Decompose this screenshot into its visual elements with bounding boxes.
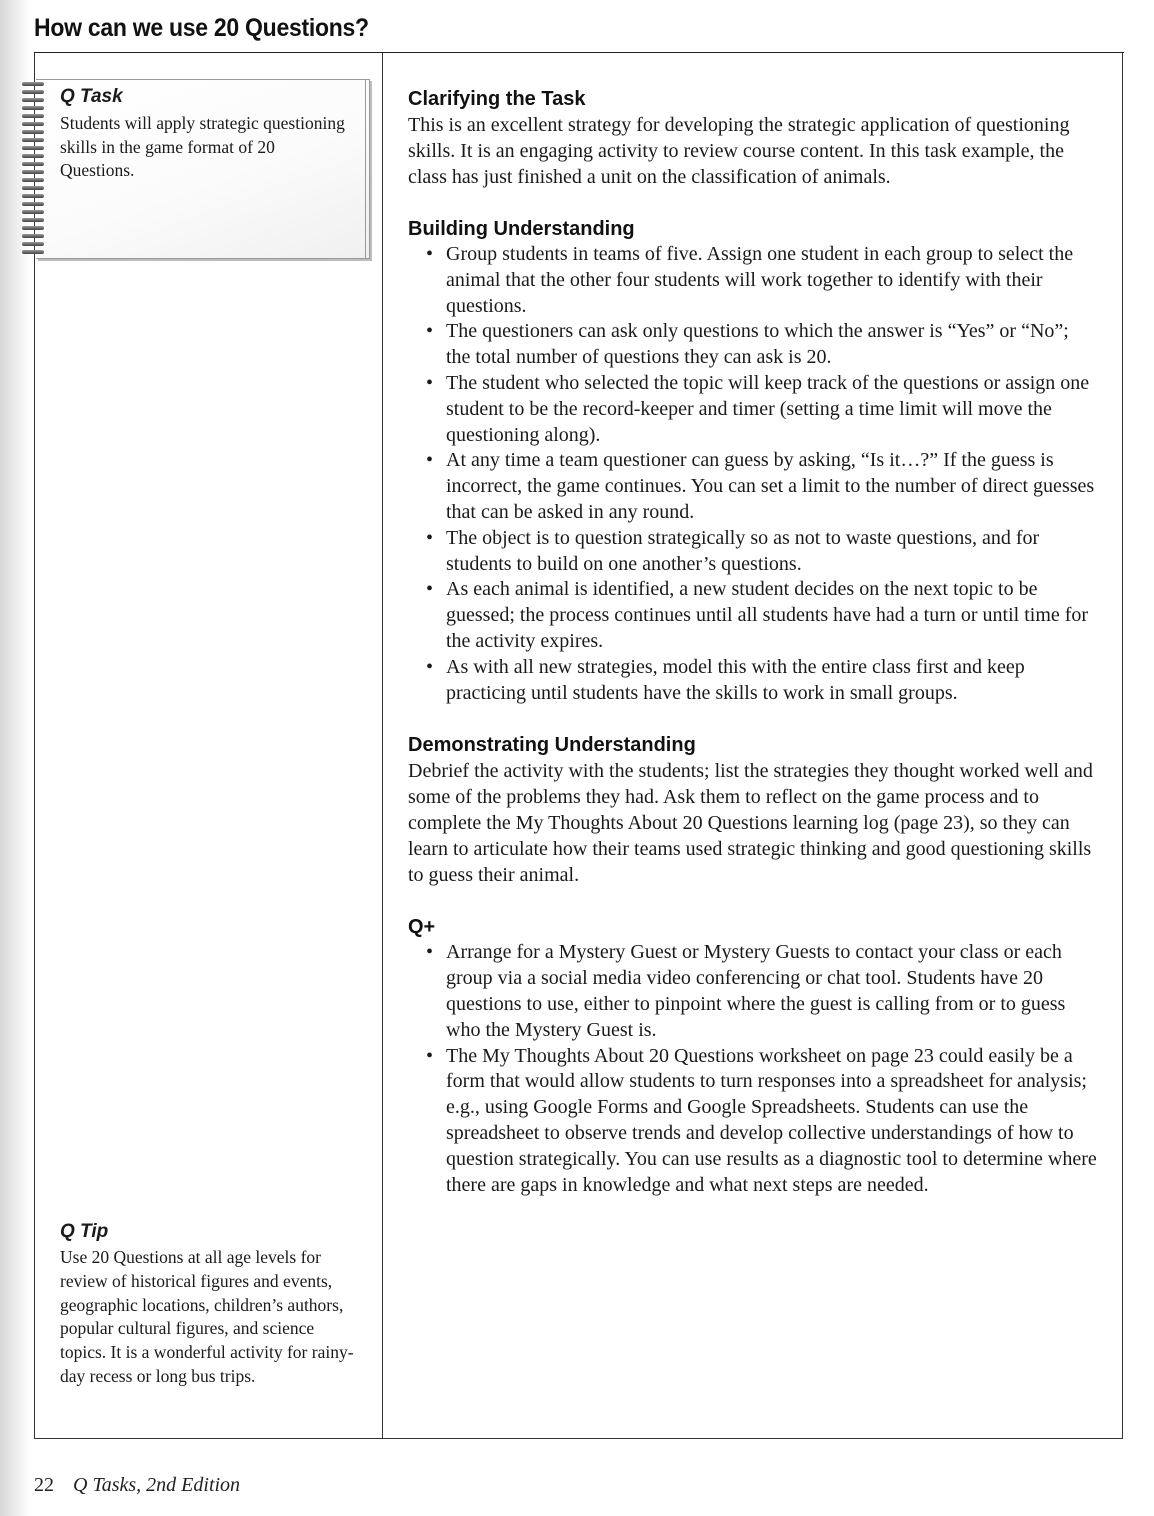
demonstrating-section <box>408 732 1098 888</box>
spiral-ring <box>22 218 44 222</box>
list-item: • The object is to question strategically so as not to waste questions, and for students to build on one another’s questions. <box>446 526 1098 578</box>
spiral-ring <box>22 90 44 94</box>
main-column <box>408 86 1098 1224</box>
page-footer <box>34 1474 240 1497</box>
spiral-ring <box>22 138 44 142</box>
qtask-heading: Q Task <box>60 86 123 107</box>
spiral-ring <box>22 242 44 246</box>
list-item: • Group students in teams of five. Assign one student in each group to select the animal that the other four students will work together to identify with their questions. <box>446 242 1098 319</box>
qtip-heading: Q Tip <box>60 1221 109 1242</box>
spiral-ring <box>22 82 44 86</box>
qplus-section <box>408 914 1098 1198</box>
clarifying-body: This is an excellent strategy for developing the strategic application of questioning skills. It is an engaging activity to review course content. In this task example, the class has just finished a unit on the classification of animals. <box>408 114 1070 188</box>
demonstrating-heading: Demonstrating Understanding <box>408 734 696 757</box>
spiral-ring <box>22 226 44 230</box>
qplus-heading: Q+ <box>408 916 436 939</box>
page-title: How can we use 20 Questions? <box>34 14 369 42</box>
spiral-ring <box>22 194 44 198</box>
spiral-ring <box>22 234 44 238</box>
book-title: Q Tasks, 2nd Edition <box>73 1474 241 1496</box>
page-number: 22 <box>34 1474 54 1496</box>
building-heading: Building Understanding <box>408 218 635 240</box>
spiral-binding-icon <box>22 82 46 258</box>
list-item: • The questioners can ask only questions to which the answer is “Yes” or “No”; the total number of questions they can ask is 20. <box>446 319 1098 371</box>
demonstrating-body: Debrief the activity with the students; list the strategies they thought worked well and some of the problems they had. Ask them to reflect on the game process and to complete the My Thoughts About 20 Questions learning log (page 23), so they can learn to articulate how their teams used strategic thinking and good questioning skills to guess their animal. <box>408 760 1093 887</box>
qtask-body: Students will apply strategic questioning skills in the game format of 20 Questions. <box>60 113 345 180</box>
building-section <box>408 216 1098 706</box>
spiral-ring <box>22 170 44 174</box>
list-item: • The student who selected the topic will keep track of the questions or assign one student to be the record-keeper and timer (setting a time limit will move the questioning along). <box>446 371 1098 448</box>
spiral-ring <box>22 122 44 126</box>
spiral-ring <box>22 178 44 182</box>
spiral-ring <box>22 106 44 110</box>
spiral-ring <box>22 162 44 166</box>
spiral-ring <box>22 202 44 206</box>
spiral-ring <box>22 98 44 102</box>
building-list <box>408 242 1098 706</box>
list-item: • At any time a team questioner can guess by asking, “Is it…?” If the guess is incorrect, the game continues. You can set a limit to the number of direct guesses that can be asked in any round. <box>446 448 1098 525</box>
spiral-ring <box>22 130 44 134</box>
spiral-ring <box>22 210 44 214</box>
list-item: • As with all new strategies, model this with the entire class first and keep practicing until students have the skills to work in small groups. <box>446 655 1098 707</box>
spiral-ring <box>22 146 44 150</box>
list-item: • As each animal is identified, a new student decides on the next topic to be guessed; the process continues until all students have had a turn or until time for the activity expires. <box>446 577 1098 654</box>
clarifying-section <box>408 86 1098 190</box>
clarifying-heading: Clarifying the Task <box>408 88 586 110</box>
list-item: • The My Thoughts About 20 Questions worksheet on page 23 could easily be a form that would allow students to turn responses into a spreadsheet for analysis; e.g., using Google Forms and Google Spreadsheets. Students can use the spreadsheet to observe trends and develop collective understandings of how to question strategically. You can use results as a diagnostic tool to determine where there are gaps in knowledge and what next steps are needed. <box>446 1044 1098 1199</box>
spiral-ring <box>22 154 44 158</box>
list-item: • Arrange for a Mystery Guest or Mystery Guests to contact your class or each group via a social media video conferencing or chat tool. Students have 20 questions to use, either to pinpoint where the guest is calling from or to guess who the Mystery Guest is. <box>446 940 1098 1043</box>
spiral-ring <box>22 250 44 254</box>
spiral-ring <box>22 186 44 190</box>
qtip-body: Use 20 Questions at all age levels for review of historical figures and events, geographic locations, children’s authors, popular cultural figures, and science topics. It is a wonderful activity for rainy-day recess or long bus trips. <box>60 1247 354 1386</box>
column-divider <box>382 53 383 1439</box>
spiral-ring <box>22 114 44 118</box>
qplus-list <box>408 940 1098 1198</box>
